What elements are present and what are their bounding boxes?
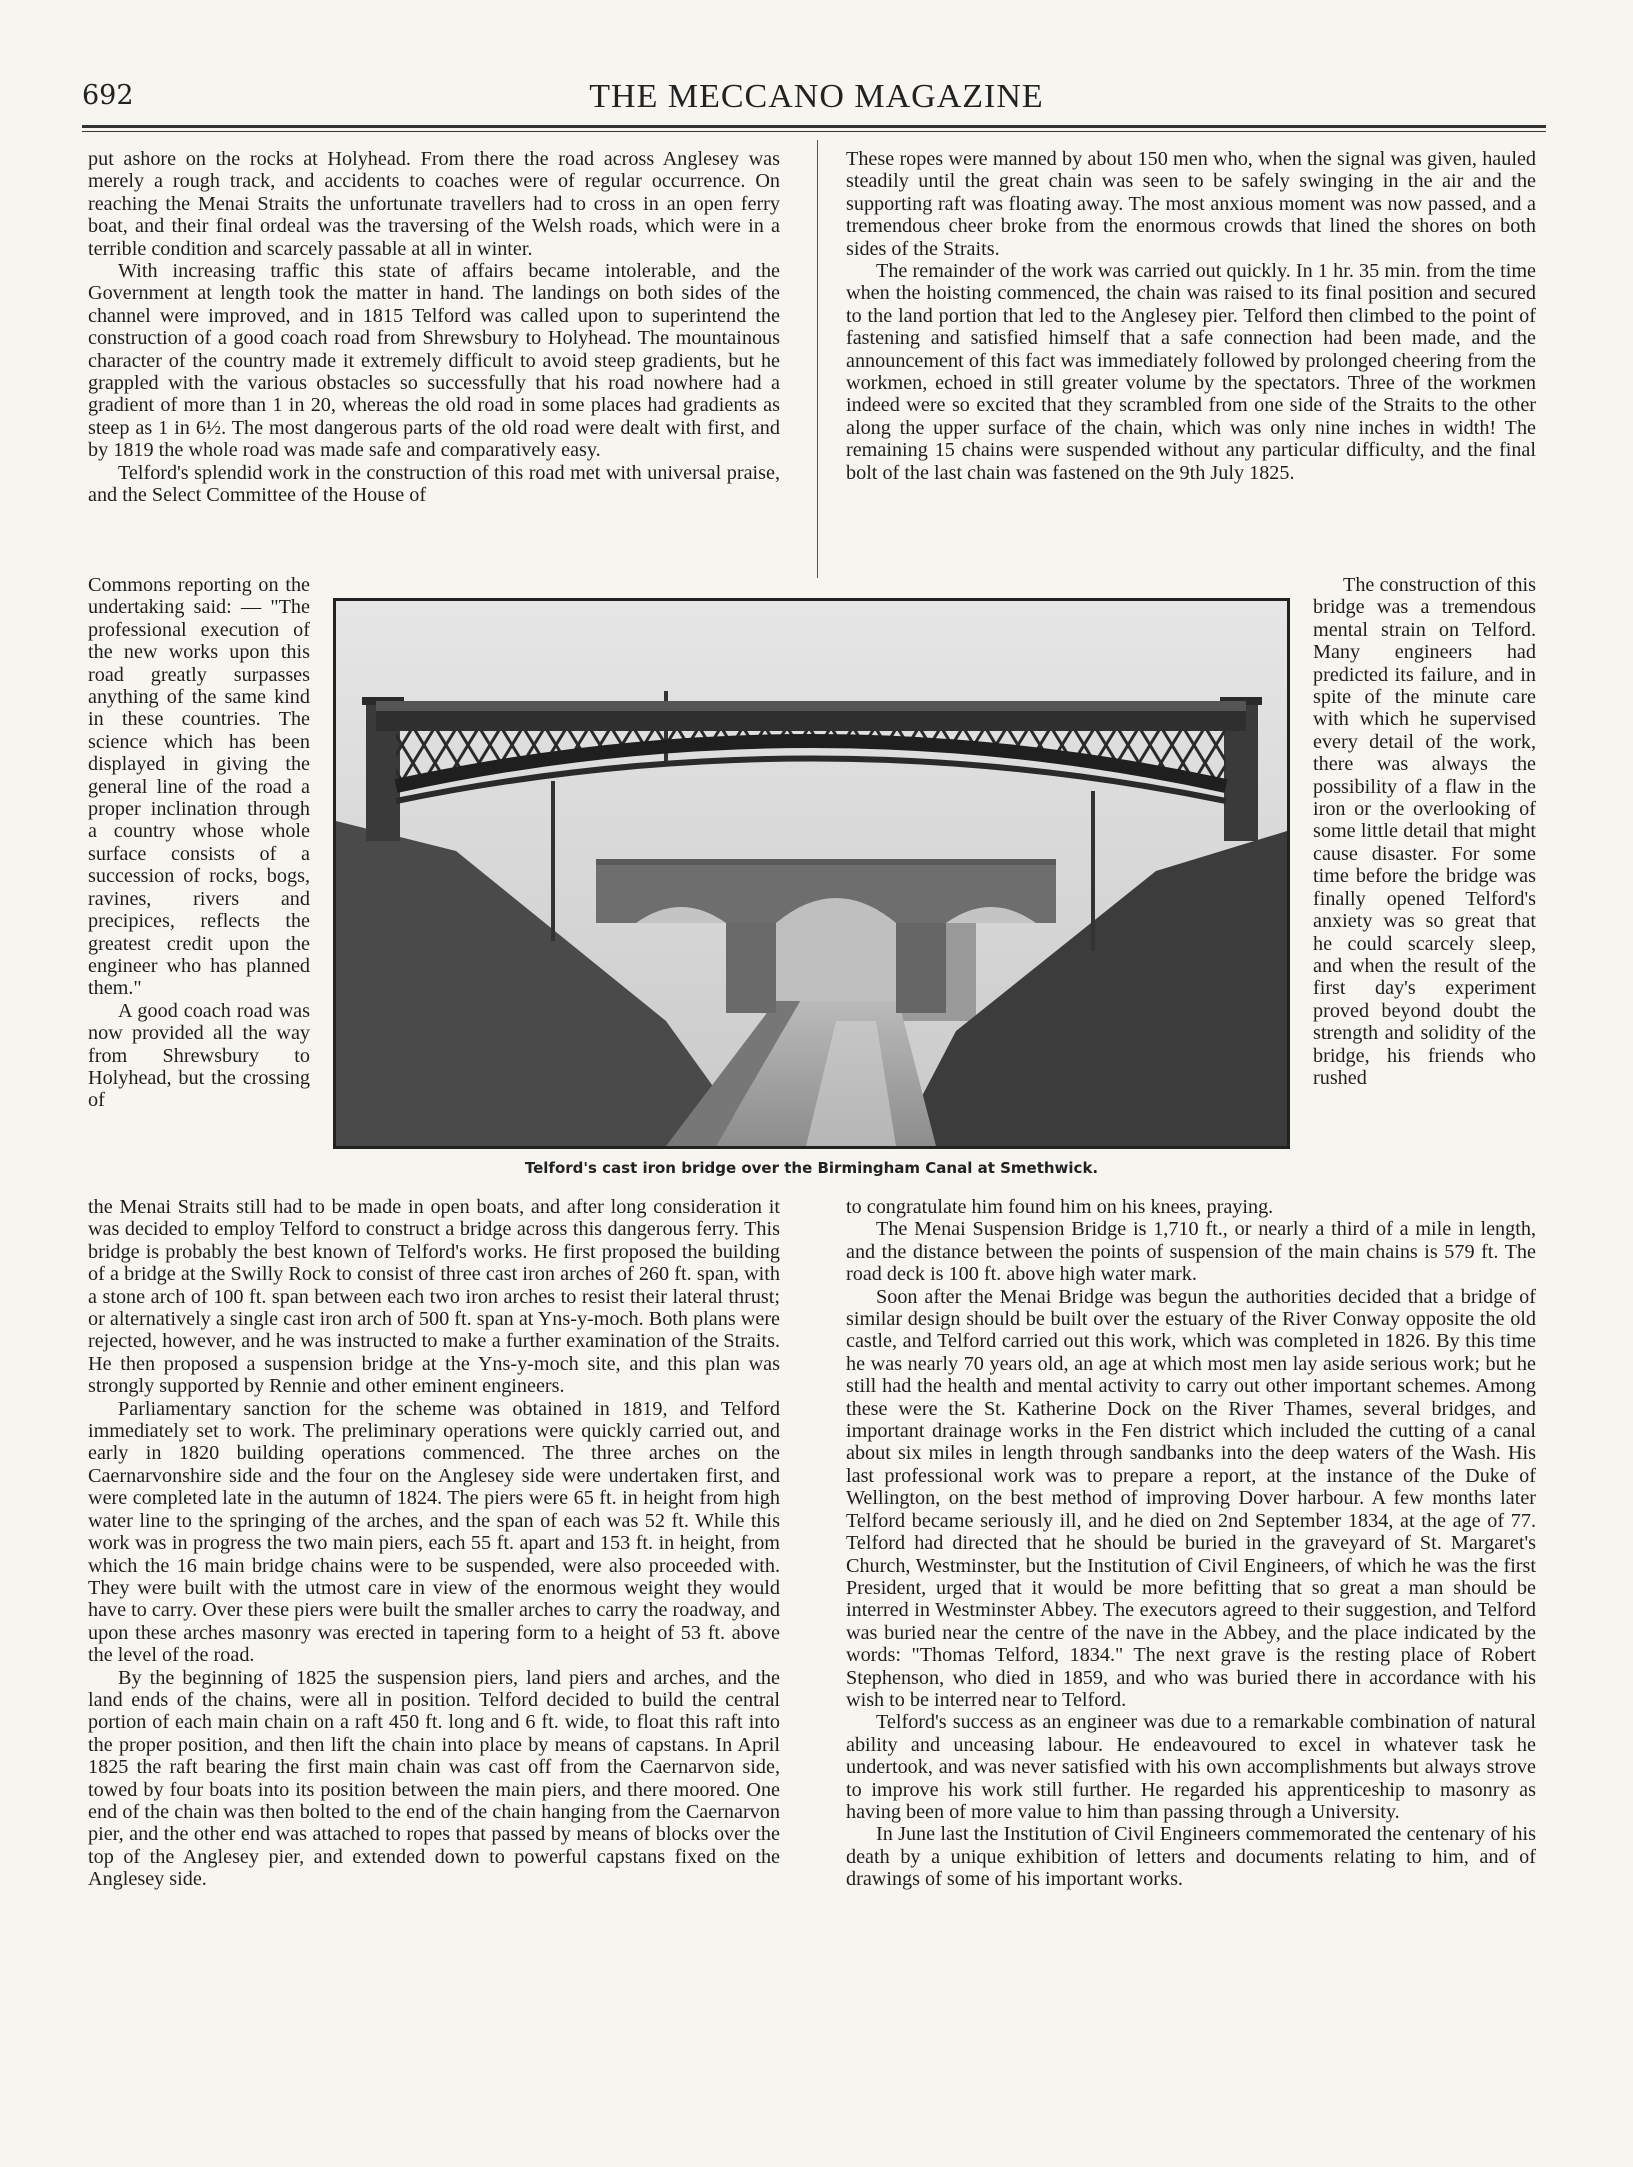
header-rule-thick [82,125,1546,128]
right-column-narrow [1313,574,1536,1089]
paragraph: to congratulate him found him on his knees, praying. [846,1196,1274,1218]
paragraph: Telford's success as an engineer was due to a remarkable combination of natural ability and unceasing labour. He endeavoured to excel in whatever task he undertook, and was never satisfied with his own accomplishments but always strove to improve his work still further. He regarded his apprenticeship to masonry as having been of more value to him than passing through a University. [846,1711,1536,1823]
paragraph: In June last the Institution of Civil Engineers commemorated the centenary of his death by a unique exhibition of letters and documents relating to him, and of drawings of some of his important works. [846,1823,1536,1891]
magazine-title: THE MECCANO MAGAZINE [589,78,1044,115]
paragraph: By the beginning of 1825 the suspension piers, land piers and arches, and the land ends of the chains, were all in position. Telford decided to build the central portion of each main chain on a raft 450 ft. long and 6 ft. wide, to float this raft into the proper position, and then lift the chain into place by means of capstans. In April 1825 the raft bearing the first main chain was cast off from the Caernarvon side, towed by four boats into its position between the main piers, and there moored. One end of the chain was then bolted to the end of the chain hanging from the Caernarvon pier, and the other end was attached to ropes that passed by means of blocks over the top of the Anglesey pier, and extended down to powerful capstans fixed on the Anglesey side. [88,1666,780,1891]
left-column-top [88,148,780,507]
photo-caption: Telford's cast iron bridge over the Birmingham Canal at Smethwick. [524,1159,1099,1177]
page-number: 692 [82,80,134,111]
paragraph: The remainder of the work was carried out quickly. In 1 hr. 35 min. from the time when the hoisting commenced, the chain was raised to its final position and secured to the land portion that led to the Anglesey pier. Telford then climbed to the point of fastening and satisfied himself that a safe connection had been made, and the announcement of this fact was immediately followed by prolonged cheering from the workmen, echoed in still greater volume by the spectators. Three of the workmen indeed were so excited that they scrambled from one side of the Straits to the other along the upper surface of the chain, which was only nine inches in width! The remaining 15 chains were suspended without any particular difficulty, and the final bolt of the last chain was fastened on the 9th July 1825. [846,260,1536,484]
right-column-top [846,148,1536,484]
paragraph: the Menai Straits still had to be made in open boats, and after long consideration it was decided to employ Telford to construct a bridge across this dangerous ferry. This bridge is probably the best known of Telford's works. He first proposed the building of a bridge at the Swilly Rock to consist of three cast iron arches of 260 ft. span, with a stone arch of 100 ft. span between each two iron arches to resist their lateral thrust; or alternatively a single cast iron arch of 500 ft. span at Yns-y-moch. Both plans were rejected, however, and he was instructed to make a further examination of the Straits. He then proposed a suspension bridge at the Yns-y-moch site, and this plan was strongly supported by Rennie and other eminent engineers. [88,1196,780,1398]
header-rule-thin [82,131,1546,132]
paragraph: The Menai Suspension Bridge is 1,710 ft., or nearly a third of a mile in length, and the distance between the points of suspension of the main chains is 579 ft. The road deck is 100 ft. above high water mark. [846,1218,1536,1286]
left-column-narrow [88,574,310,1112]
paragraph: Commons reporting on the undertaking said: — "The professional execution of the new works upon this road greatly surpasses anything of the same kind in these countries. The science which has been displayed in giving the general line of the road a proper inclination through a country whose whole surface consists of a succession of rocks, bogs, ravines, rivers and precipices, reflects the greatest credit upon the engineer who has planned them." [88,574,310,1000]
left-column-bottom [88,1196,780,1891]
paragraph: put ashore on the rocks at Holyhead. From there the road across Anglesey was merely a rough track, and accidents to coaches were of regular occurrence. On reaching the Menai Straits the unfortunate travellers had to cross in an open ferry boat, and their final ordeal was the traversing of the Welsh roads, which were in a terrible condition and scarcely passable at all in winter. [88,148,780,260]
paragraph: The construction of this bridge was a tremendous mental strain on Telford. Many engineers had predicted its failure, and in spite of the minute care with which he supervised every detail of the work, there was always the possibility of a flaw in the iron or the overlooking of some little detail that might cause disaster. For some time before the bridge was finally opened Telford's anxiety was so great that he could scarcely sleep, and when the result of the first day's experiment proved beyond doubt the strength and solidity of the bridge, his friends who rushed [1313,574,1536,1089]
paragraph: These ropes were manned by about 150 men who, when the signal was given, hauled steadily until the great chain was seen to be safely swinging in the air and the supporting raft was floating away. The most anxious moment was now passed, and a tremendous cheer broke from the enormous crowds that lined the shores on both sides of the Straits. [846,148,1536,260]
paragraph: Telford's splendid work in the construction of this road met with universal praise, and the Select Committee of the House of [88,461,780,507]
paragraph: Soon after the Menai Bridge was begun the authorities decided that a bridge of similar design should be built over the estuary of the River Conway opposite the old castle, and Telford carried out this work, which was completed in 1826. By this time he was nearly 70 years old, an age at which most men lay aside serious work; but he still had the health and mental activity to carry out other important schemes. Among these were the St. Katherine Dock on the River Thames, several bridges, and important drainage works in the Fen district which included the cutting of a canal about six miles in length through sandbanks into the deep waters of the Wash. His last professional work was to prepare a report, at the instance of the Duke of Wellington, on the best method of improving Dover harbour. A few months later Telford became seriously ill, and he died on 2nd September 1834, at the age of 77. Telford had directed that he should be buried in the graveyard of St. Margaret's Church, Westminster, but the Institution of Civil Engineers, of which he was the first President, urged that it would be more befitting that so great a man should be interred in Westminster Abbey. The executors agreed to their suggestion, and Telford was buried near the centre of the nave in the Abbey, and the place indicated by the words: "Thomas Telford, 1834." The next grave is the resting place of Robert Stephenson, who died in 1859, and who was buried there in accordance with his wish to be interred near to Telford. [846,1285,1536,1711]
column-divider [817,140,818,578]
bridge-photo-image [336,601,1287,1146]
right-column-bottom [846,1196,1536,1891]
paragraph: With increasing traffic this state of affairs became intolerable, and the Government at length took the matter in hand. The landings on both sides of the channel were improved, and in 1815 Telford was called upon to superintend the construction of a good coach road from Shrewsbury to Holyhead. The mountainous character of the country made it extremely difficult to avoid steep gradients, but he grappled with the various obstacles so successfully that his road nowhere had a gradient of more than 1 in 20, whereas the old road in some places had gradients as steep as 1 in 6½. The most dangerous parts of the old road were dealt with first, and by 1819 the whole road was made safe and comparatively easy. [88,260,780,462]
paragraph: Parliamentary sanction for the scheme was obtained in 1819, and Telford immediately set to work. The preliminary operations were quickly carried out, and early in 1820 building operations commenced. The three arches on the Caernarvonshire side and the four on the Anglesey side were undertaken first, and were completed late in the autumn of 1824. The piers were 65 ft. in height from high water line to the springing of the arches, and the span of each was 52 ft. While this work was in progress the two main piers, each 55 ft. apart and 153 ft. in height, from which the 16 main bridge chains were to be suspended, were also proceeded with. They were built with the utmost care in view of the enormous weight they would have to carry. Over these piers were built the smaller arches to carry the roadway, and upon these arches masonry was erected in tapering form to a height of 53 ft. above the level of the road. [88,1397,780,1667]
bridge-photo [333,598,1290,1149]
paragraph: A good coach road was now provided all the way from Shrewsbury to Holyhead, but the crossing of [88,999,310,1112]
